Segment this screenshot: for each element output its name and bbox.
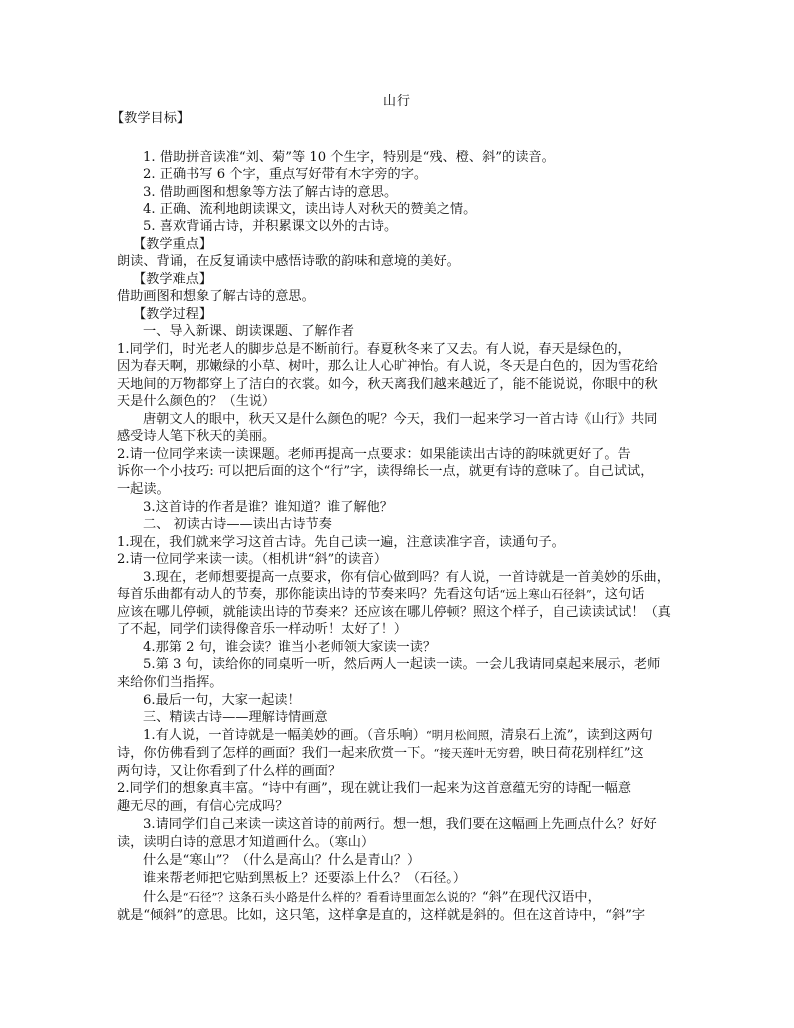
paragraph-line: 2.请一位同学来读一读。（相机讲“斜”的读音） [117, 552, 388, 567]
text-run: 每首乐曲都有动人的节奏，那你能读出诗的节奏来吗？先看这句话 [117, 587, 500, 602]
difficulties-text: 借助画图和想象了解古诗的意思。 [117, 289, 315, 304]
section-heading: 三、精读古诗——理解诗情画意 [143, 710, 328, 725]
goal-item: 5. 喜欢背诵古诗，并积累课文以外的古诗。 [143, 219, 398, 234]
paragraph-line: 3.请同学们自己来读一读这首诗的前两行。想一想，我们要在这幅画上先画点什么？好好 [143, 817, 657, 832]
heading-difficulties: 【教学难点】 [133, 272, 213, 287]
paragraph-line: 2.请一位同学来读一读课题。老师再提高一点要求：如果能读出古诗的韵味就更好了。告 [117, 447, 631, 462]
goal-item: 1. 借助拼音读准“刘、菊”等 10 个生字，特别是“残、橙、斜”的读音。 [143, 150, 555, 165]
section-heading: 二、 初读古诗——读出古诗节奏 [143, 517, 332, 532]
paragraph-line: 因为春天啊，那嫩绿的小草、树叶，那么让人心旷神怡。有人说，冬天是白色的，因为雪花给 [117, 359, 658, 374]
text-run: ，这句话 [591, 587, 645, 602]
paragraph-line: 两句诗，又让你看到了什么样的画面？ [117, 764, 342, 779]
paragraph-line: 天地间的万物都穿上了洁白的衣裳。如今，秋天离我们越来越近了，能不能说说，你眼中的秋 [117, 377, 658, 392]
paragraph-line: 感受诗人笔下秋天的美丽。 [117, 429, 276, 444]
paragraph-line: 6.最后一句，大家一起读！ [143, 693, 301, 708]
poem-quote: “接天莲叶无穷碧， [433, 746, 532, 760]
paragraph-line [117, 586, 644, 603]
goal-item: 4. 正确、流利地朗读课文，读出诗人对秋天的赞美之情。 [143, 202, 477, 217]
paragraph-line: 就是“倾斜”的意思。比如，这只笔，这样拿是直的，这样就是斜的。但在这首诗中，“斜”字 [117, 908, 646, 923]
section-heading: 一、导入新课、朗读课题、了解作者 [143, 324, 354, 339]
paragraph-line: 4.那第 2 句，谁会读？谁当小老师领大家读一读？ [143, 640, 437, 655]
paragraph-line: 1.现在，我们就来学习这首古诗。先自己读一遍，注意读准字音，读通句子。 [117, 535, 565, 550]
heading-key-points: 【教学重点】 [133, 237, 213, 252]
paragraph-line: 了不起，同学们读得像音乐一样动听！太好了！） [117, 622, 408, 637]
paragraph-line: 唐朝文人的眼中，秋天又是什么颜色的呢？今天，我们一起来学习一首古诗《山行》共同 [143, 412, 658, 427]
paragraph-line: 什么是“寒山”？（什么是高山？什么是青山？） [143, 853, 421, 868]
paragraph-line: 3.现在，老师想要提高一点要求，你有信心做到吗？有人说，一首诗就是一首美妙的乐曲， [143, 570, 670, 585]
text-run: 清泉石上流”，读到这两句 [500, 728, 653, 743]
paragraph-line: 2.同学们的想象真丰富。“诗中有画”，现在就让我们一起来为这首意蕴无穷的诗配一幅意 [117, 781, 631, 796]
paragraph-line: 应该在哪儿停顿，就能读出诗的节奏来？还应该在哪儿停顿？照这个样子，自己读读试试！（真 [117, 605, 671, 620]
goal-item: 2. 正确书写 6 个字，重点写好带有木字旁的字。 [143, 167, 428, 182]
paragraph-line: 读，读明白诗的意思才知道画什么。（寒山） [117, 835, 375, 850]
text-run: 1.有人说，一首诗就是一幅美妙的画。（音乐响） [143, 728, 426, 743]
paragraph-line: 5.第 3 句，读给你的同桌听一听，然后两人一起读一读。一会儿我请同桌起来展示，老师 [143, 657, 661, 672]
document-title: 山行 [382, 94, 411, 109]
paragraph-line [143, 889, 601, 906]
paragraph-line: 天是什么颜色的？（生说） [117, 394, 276, 409]
paragraph-line: 一起读。 [117, 482, 170, 497]
heading-process: 【教学过程】 [133, 307, 213, 322]
paragraph-line: 趣无尽的画，有信心完成吗？ [117, 799, 289, 814]
text-run: “石径”？这条石头小路是什么样的？看看诗里面怎么说的？ [182, 890, 482, 904]
text-run: 什么是 [143, 890, 183, 905]
heading-goals: 【教学目标】 [111, 111, 191, 126]
paragraph-line: 来给你们当指挥。 [117, 675, 223, 690]
key-points-text: 朗读、背诵，在反复诵读中感悟诗歌的韵味和意境的美好。 [117, 254, 460, 269]
paragraph-line: 3.这首诗的作者是谁？谁知道？谁了解他？ [143, 500, 393, 515]
paragraph-line [117, 745, 644, 762]
goal-item: 3. 借助画图和想象等方法了解古诗的意思。 [143, 185, 398, 200]
paragraph-line: 谁来帮老师把它贴到黑板上？还要添上什么？（石径。） [143, 871, 467, 886]
text-run: “斜”在现代汉语中， [481, 890, 601, 905]
text-run: 诗，你仿佛看到了怎样的画面？我们一起来欣赏一下。 [117, 746, 434, 761]
poem-quote: “明月松间照， [425, 728, 501, 742]
poem-quote: “远上寒山石径斜” [499, 587, 592, 601]
paragraph-line [143, 727, 653, 744]
text-run: 映日荷花别样红”这 [531, 746, 644, 761]
paragraph-line: 诉你一个小技巧: 可以把后面的这个“行”字，读得绵长一点，就更有诗的意味了。自己试试， [117, 464, 654, 479]
paragraph-line: 1.同学们，时光老人的脚步总是不断前行。春夏秋冬来了又去。有人说，春天是绿色的， [117, 342, 631, 357]
